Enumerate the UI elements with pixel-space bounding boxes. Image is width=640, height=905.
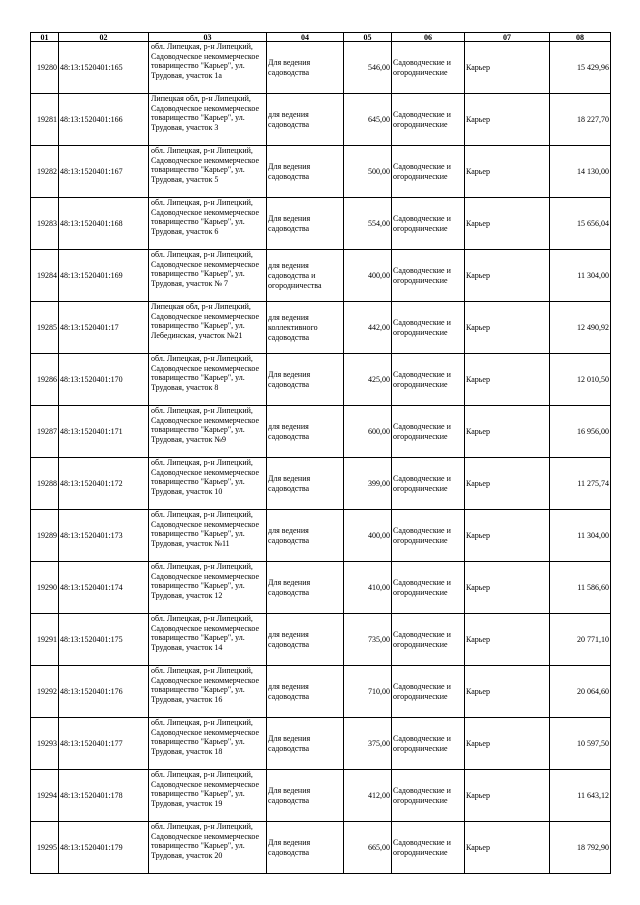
plot-address-cell	[149, 302, 267, 354]
permitted-use: для ведения садоводства	[267, 406, 344, 458]
row-number: 19288	[31, 458, 59, 510]
land-category: Садоводческие и огороднические	[392, 718, 465, 770]
column-header: 02	[59, 33, 149, 42]
plot-area: 735,00	[344, 614, 392, 666]
partnership-name: Карьер	[465, 666, 550, 718]
document-page	[30, 32, 610, 874]
table-row	[31, 354, 611, 406]
table-row	[31, 42, 611, 94]
cadastral-value: 10 597,50	[550, 718, 611, 770]
plot-address: обл. Липецкая, р-н Липецкий, Садоводческое некоммерческое товарищество "Карьер", ул. Трудовая, участок 6	[151, 198, 260, 236]
partnership-name: Карьер	[465, 354, 550, 406]
partnership-name: Карьер	[465, 822, 550, 874]
plot-address: обл. Липецкая, р-н Липецкий, Садоводческое некоммерческое товарищество "Карьер", ул. Трудовая, участок 14	[151, 614, 260, 652]
land-category: Садоводческие и огороднические	[392, 94, 465, 146]
plot-area: 546,00	[344, 42, 392, 94]
cadastral-value: 12 010,50	[550, 354, 611, 406]
cadastral-value: 15 656,04	[550, 198, 611, 250]
plot-area: 442,00	[344, 302, 392, 354]
plot-address: обл. Липецкая, р-н Липецкий, Садоводческое некоммерческое товарищество "Карьер", ул. Трудовая, участок 19	[151, 770, 260, 808]
column-header: 04	[267, 33, 344, 42]
land-category: Садоводческие и огороднические	[392, 198, 465, 250]
plot-address-cell	[149, 562, 267, 614]
land-category: Садоводческие и огороднические	[392, 666, 465, 718]
row-number: 19281	[31, 94, 59, 146]
cadastral-number: 48:13:1520401:172	[59, 458, 149, 510]
plot-address-cell	[149, 770, 267, 822]
cadastral-number: 48:13:1520401:177	[59, 718, 149, 770]
table-row	[31, 614, 611, 666]
plot-area: 425,00	[344, 354, 392, 406]
plot-address: обл. Липецкая, р-н Липецкий, Садоводческое некоммерческое товарищество "Карьер", ул. Трудовая, участок 1а	[151, 42, 260, 80]
plot-address-cell	[149, 354, 267, 406]
partnership-name: Карьер	[465, 510, 550, 562]
plot-area: 400,00	[344, 250, 392, 302]
permitted-use: Для ведения садоводства	[267, 42, 344, 94]
row-number: 19290	[31, 562, 59, 614]
plot-area: 554,00	[344, 198, 392, 250]
plot-address-cell	[149, 406, 267, 458]
cadastral-number: 48:13:1520401:178	[59, 770, 149, 822]
partnership-name: Карьер	[465, 94, 550, 146]
plot-address: обл. Липецкая, р-н Липецкий, Садоводческое некоммерческое товарищество "Карьер", ул. Трудовая, участок 20	[151, 822, 260, 860]
plot-address-cell	[149, 198, 267, 250]
cadastral-number: 48:13:1520401:173	[59, 510, 149, 562]
plot-address-cell	[149, 510, 267, 562]
cadastral-value: 15 429,96	[550, 42, 611, 94]
plot-address: обл. Липецкая, р-н Липецкий, Садоводческое некоммерческое товарищество "Карьер", ул. Трудовая, участок 5	[151, 146, 260, 184]
partnership-name: Карьер	[465, 146, 550, 198]
column-header: 01	[31, 33, 59, 42]
plot-area: 400,00	[344, 510, 392, 562]
land-category: Садоводческие и огороднические	[392, 354, 465, 406]
table-row	[31, 250, 611, 302]
column-header: 05	[344, 33, 392, 42]
partnership-name: Карьер	[465, 458, 550, 510]
plot-address: обл. Липецкая, р-н Липецкий, Садоводческое некоммерческое товарищество "Карьер", ул. Трудовая, участок 16	[151, 666, 260, 704]
cadastral-value: 11 643,12	[550, 770, 611, 822]
plot-area: 665,00	[344, 822, 392, 874]
land-plot-table	[30, 32, 611, 874]
row-number: 19285	[31, 302, 59, 354]
cadastral-number: 48:13:1520401:171	[59, 406, 149, 458]
table-row	[31, 406, 611, 458]
cadastral-value: 12 490,92	[550, 302, 611, 354]
permitted-use: для ведения коллективного садоводства	[267, 302, 344, 354]
partnership-name: Карьер	[465, 614, 550, 666]
cadastral-number: 48:13:1520401:174	[59, 562, 149, 614]
cadastral-value: 11 275,74	[550, 458, 611, 510]
plot-address: обл. Липецкая, р-н Липецкий, Садоводческое некоммерческое товарищество "Карьер", ул. Трудовая, участок 12	[151, 562, 260, 600]
table-row	[31, 822, 611, 874]
plot-area: 412,00	[344, 770, 392, 822]
plot-address: обл. Липецкая, р-н Липецкий, Садоводческое некоммерческое товарищество "Карьер", ул. Трудовая, участок 18	[151, 718, 260, 756]
column-header: 03	[149, 33, 267, 42]
plot-address-cell	[149, 42, 267, 94]
land-category: Садоводческие и огороднические	[392, 250, 465, 302]
permitted-use: Для ведения садоводства	[267, 562, 344, 614]
plot-area: 500,00	[344, 146, 392, 198]
land-category: Садоводческие и огороднические	[392, 458, 465, 510]
plot-address: обл. Липецкая, р-н Липецкий, Садоводческое некоммерческое товарищество "Карьер", ул. Трудовая, участок 10	[151, 458, 260, 496]
row-number: 19284	[31, 250, 59, 302]
permitted-use: для ведения садоводства и огородничества	[267, 250, 344, 302]
row-number: 19280	[31, 42, 59, 94]
cadastral-value: 20 771,10	[550, 614, 611, 666]
permitted-use: Для ведения садоводства	[267, 354, 344, 406]
plot-area: 645,00	[344, 94, 392, 146]
plot-address-cell	[149, 94, 267, 146]
plot-address: обл. Липецкая, р-н Липецкий, Садоводческое некоммерческое товарищество "Карьер", ул. Трудовая, участок 8	[151, 354, 260, 392]
column-header: 06	[392, 33, 465, 42]
cadastral-value: 18 227,70	[550, 94, 611, 146]
land-category: Садоводческие и огороднические	[392, 562, 465, 614]
plot-address-cell	[149, 250, 267, 302]
cadastral-value: 14 130,00	[550, 146, 611, 198]
partnership-name: Карьер	[465, 562, 550, 614]
cadastral-number: 48:13:1520401:167	[59, 146, 149, 198]
cadastral-number: 48:13:1520401:175	[59, 614, 149, 666]
permitted-use: для ведения садоводства	[267, 510, 344, 562]
plot-area: 710,00	[344, 666, 392, 718]
partnership-name: Карьер	[465, 42, 550, 94]
land-category: Садоводческие и огороднические	[392, 42, 465, 94]
plot-address: Липецкая обл, р-н Липецкий, Садоводческое некоммерческое товарищество "Карьер", ул. Лебединская, участок №21	[151, 302, 260, 340]
cadastral-number: 48:13:1520401:168	[59, 198, 149, 250]
plot-address-cell	[149, 614, 267, 666]
cadastral-value: 11 586,60	[550, 562, 611, 614]
table-body	[31, 42, 611, 874]
cadastral-value: 18 792,90	[550, 822, 611, 874]
row-number: 19289	[31, 510, 59, 562]
cadastral-number: 48:13:1520401:17	[59, 302, 149, 354]
cadastral-number: 48:13:1520401:169	[59, 250, 149, 302]
plot-address: обл. Липецкая, р-н Липецкий, Садоводческое некоммерческое товарищество "Карьер", ул. Трудовая, участок № 7	[151, 250, 260, 288]
table-row	[31, 458, 611, 510]
table-row	[31, 718, 611, 770]
land-category: Садоводческие и огороднические	[392, 770, 465, 822]
row-number: 19293	[31, 718, 59, 770]
partnership-name: Карьер	[465, 302, 550, 354]
partnership-name: Карьер	[465, 770, 550, 822]
land-category: Садоводческие и огороднические	[392, 406, 465, 458]
table-row	[31, 562, 611, 614]
cadastral-number: 48:13:1520401:176	[59, 666, 149, 718]
plot-address-cell	[149, 146, 267, 198]
table-row	[31, 94, 611, 146]
row-number: 19283	[31, 198, 59, 250]
permitted-use: Для ведения садоводства	[267, 718, 344, 770]
permitted-use: для ведения садоводства	[267, 666, 344, 718]
land-category: Садоводческие и огороднические	[392, 822, 465, 874]
plot-address: обл. Липецкая, р-н Липецкий, Садоводческое некоммерческое товарищество "Карьер", ул. Трудовая, участок №11	[151, 510, 260, 548]
plot-address-cell	[149, 718, 267, 770]
plot-area: 410,00	[344, 562, 392, 614]
plot-address: Липецкая обл, р-н Липецкий, Садоводческое некоммерческое товарищество "Карьер", ул. Трудовая, участок 3	[151, 94, 260, 132]
row-number: 19287	[31, 406, 59, 458]
permitted-use: Для ведения садоводства	[267, 146, 344, 198]
row-number: 19295	[31, 822, 59, 874]
plot-address-cell	[149, 822, 267, 874]
table-row	[31, 770, 611, 822]
column-header: 07	[465, 33, 550, 42]
partnership-name: Карьер	[465, 198, 550, 250]
plot-address-cell	[149, 666, 267, 718]
plot-address-cell	[149, 458, 267, 510]
row-number: 19291	[31, 614, 59, 666]
table-header	[31, 33, 611, 42]
permitted-use: Для ведения садоводства	[267, 458, 344, 510]
cadastral-value: 11 304,00	[550, 510, 611, 562]
cadastral-number: 48:13:1520401:165	[59, 42, 149, 94]
column-header: 08	[550, 33, 611, 42]
plot-area: 375,00	[344, 718, 392, 770]
partnership-name: Карьер	[465, 718, 550, 770]
table-row	[31, 302, 611, 354]
row-number: 19292	[31, 666, 59, 718]
cadastral-value: 11 304,00	[550, 250, 611, 302]
cadastral-value: 20 064,60	[550, 666, 611, 718]
land-category: Садоводческие и огороднические	[392, 614, 465, 666]
permitted-use: Для ведения садоводства	[267, 198, 344, 250]
table-row	[31, 198, 611, 250]
plot-area: 600,00	[344, 406, 392, 458]
land-category: Садоводческие и огороднические	[392, 146, 465, 198]
partnership-name: Карьер	[465, 406, 550, 458]
table-row	[31, 666, 611, 718]
header-row	[31, 33, 611, 42]
plot-address: обл. Липецкая, р-н Липецкий, Садоводческое некоммерческое товарищество "Карьер", ул. Трудовая, участок №9	[151, 406, 260, 444]
cadastral-value: 16 956,00	[550, 406, 611, 458]
plot-area: 399,00	[344, 458, 392, 510]
row-number: 19286	[31, 354, 59, 406]
permitted-use: для ведения садоводства	[267, 614, 344, 666]
cadastral-number: 48:13:1520401:166	[59, 94, 149, 146]
cadastral-number: 48:13:1520401:179	[59, 822, 149, 874]
partnership-name: Карьер	[465, 250, 550, 302]
permitted-use: Для ведения садоводства	[267, 770, 344, 822]
land-category: Садоводческие и огороднические	[392, 302, 465, 354]
permitted-use: для ведения садоводства	[267, 94, 344, 146]
land-category: Садоводческие и огороднические	[392, 510, 465, 562]
row-number: 19294	[31, 770, 59, 822]
table-row	[31, 146, 611, 198]
table-row	[31, 510, 611, 562]
permitted-use: Для ведения садоводства	[267, 822, 344, 874]
row-number: 19282	[31, 146, 59, 198]
cadastral-number: 48:13:1520401:170	[59, 354, 149, 406]
